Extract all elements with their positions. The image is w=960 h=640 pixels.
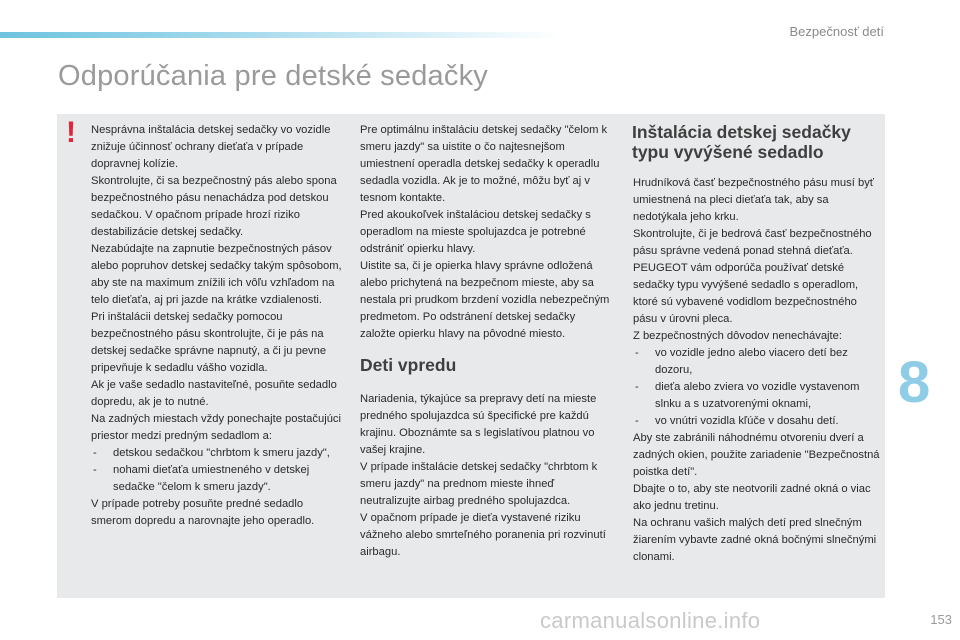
safety-list (633, 345, 880, 430)
paragraph: Dbajte o to, aby ste neotvorili zadné okná o viac ako jednu tretinu. (633, 483, 871, 512)
chapter-number: 8 (898, 350, 931, 415)
paragraph: Pre optimálnu inštaláciu detskej sedačky "čelom k smeru jazdy" sa uistite o čo najtesnejšom umiestnení operadla detskej sedačky k operadlu sedadla vozidla. Ak je to možné, môžu byť aj v tesnom kontakte. (360, 124, 608, 204)
heading-line: typu vyvýšené sedadlo (632, 142, 824, 162)
space-list (91, 445, 343, 496)
list-item: - vo vozidle jedno alebo viacero detí bez dozoru, (633, 345, 880, 379)
page-title: Odporúčania pre detské sedačky (58, 60, 488, 92)
heading-booster-seat (632, 122, 884, 162)
list-item: - dieťa alebo zviera vo vozidle vystavenom slnku a s uzatvorenými oknami, (633, 379, 880, 413)
paragraph: V opačnom prípade je dieťa vystavené riziku vážneho alebo smrteľného poranenia pri rozvinutí airbagu. (360, 512, 606, 558)
column-right (633, 175, 880, 566)
paragraph: Uistite sa, či je opierka hlavy správne odložená alebo prichytená na bezpečnom mieste, aby sa nestala pri prudkom brzdení vozidla nebezpečným predmetom. Po odstránení detskej sedačky založte opierku hlavy na pôvodné miesto. (360, 260, 610, 340)
watermark: carmanualsonline.info (540, 608, 761, 633)
column-middle (360, 122, 612, 561)
paragraph: PEUGEOT vám odporúča používať detské sedačky typu vyvýšené sedadlo s operadlom, ktoré sú vybavené vodidlom bezpečnostného pásu v úrovni pleca. (633, 262, 859, 325)
paragraph: Z bezpečnostných dôvodov nenechávajte: (633, 330, 842, 342)
paragraph: V prípade inštalácie detskej sedačky "chrbtom k smeru jazdy" na prednom mieste ihneď neutralizujte airbag predného spolujazdca. (360, 461, 598, 507)
list-item: - nohami dieťaťa umiestneného v detskej sedačke "čelom k smeru jazdy". (91, 462, 343, 496)
paragraph: Skontrolujte, či sa bezpečnostný pás alebo spona bezpečnostného pásu nenachádza pod detskou sedačkou. V opačnom prípade hrozí riziko destabilizácie detskej sedačky. (91, 175, 337, 238)
paragraph: Pri inštalácii detskej sedačky pomocou bezpečnostného pásu skontrolujte, či je pás na detskej sedačke správne napnutý, a či ju pevne pripevňuje k sedadlu vášho vozidla. (91, 311, 327, 374)
paragraph: Ak je vaše sedadlo nastaviteľné, posuňte sedadlo dopredu, ak je to nutné. (91, 379, 337, 408)
header-accent-bar (0, 32, 560, 38)
paragraph: Aby ste zabránili náhodnému otvoreniu dverí a zadných okien, použite zariadenie "Bezpečnostná poistka detí". (633, 432, 880, 478)
paragraph: Nezabúdajte na zapnutie bezpečnostných pásov alebo popruhov detskej sedačky takým spôsobom, aby ste na maximum znížili ich vôľu vzhľadom na telo dieťaťa, aj pri jazde na krátke vzdialenosti. (91, 243, 342, 306)
paragraph: Pred akoukoľvek inštaláciou detskej sedačky s operadlom na mieste spolujazdca je potrebné odstrániť opierku hlavy. (360, 209, 591, 255)
list-item: - vo vnútri vozidla kľúče v dosahu detí. (633, 413, 880, 430)
paragraph: Na zadných miestach vždy ponechajte postačujúci priestor medzi predným sedadlom a: (91, 413, 341, 442)
paragraph: Na ochranu vašich malých detí pred slnečným žiarením vybavte zadné okná bočnými slnečnými clonami. (633, 517, 877, 563)
column-warning-text (91, 122, 343, 530)
warning-icon: ! (66, 116, 76, 149)
heading-children-front: Deti vpredu (360, 355, 457, 375)
list-item: - detskou sedačkou "chrbtom k smeru jazdy", (91, 445, 343, 462)
paragraph: Skontrolujte, či je bedrová časť bezpečnostného pásu správne vedená ponad stehná dieťaťa. (633, 228, 872, 257)
heading-line: Inštalácia detskej sedačky (632, 122, 851, 142)
paragraph: V prípade potreby posuňte predné sedadlo smerom dopredu a narovnajte jeho operadlo. (91, 498, 315, 527)
paragraph: Nesprávna inštalácia detskej sedačky vo vozidle znižuje účinnosť ochrany dieťaťa v prípade dopravnej kolízie. (91, 124, 331, 170)
section-header: Bezpečnosť detí (789, 24, 884, 39)
paragraph: Nariadenia, týkajúce sa prepravy detí na mieste predného spolujazdca sú špecifické pre každú krajinu. Oboznámte sa s legislatívou platnou vo vašej krajine. (360, 393, 597, 456)
page-number: 153 (930, 612, 952, 627)
paragraph: Hrudníková časť bezpečnostného pásu musí byť umiestnená na pleci dieťaťa tak, aby sa nedotýkala jeho krku. (633, 177, 874, 223)
